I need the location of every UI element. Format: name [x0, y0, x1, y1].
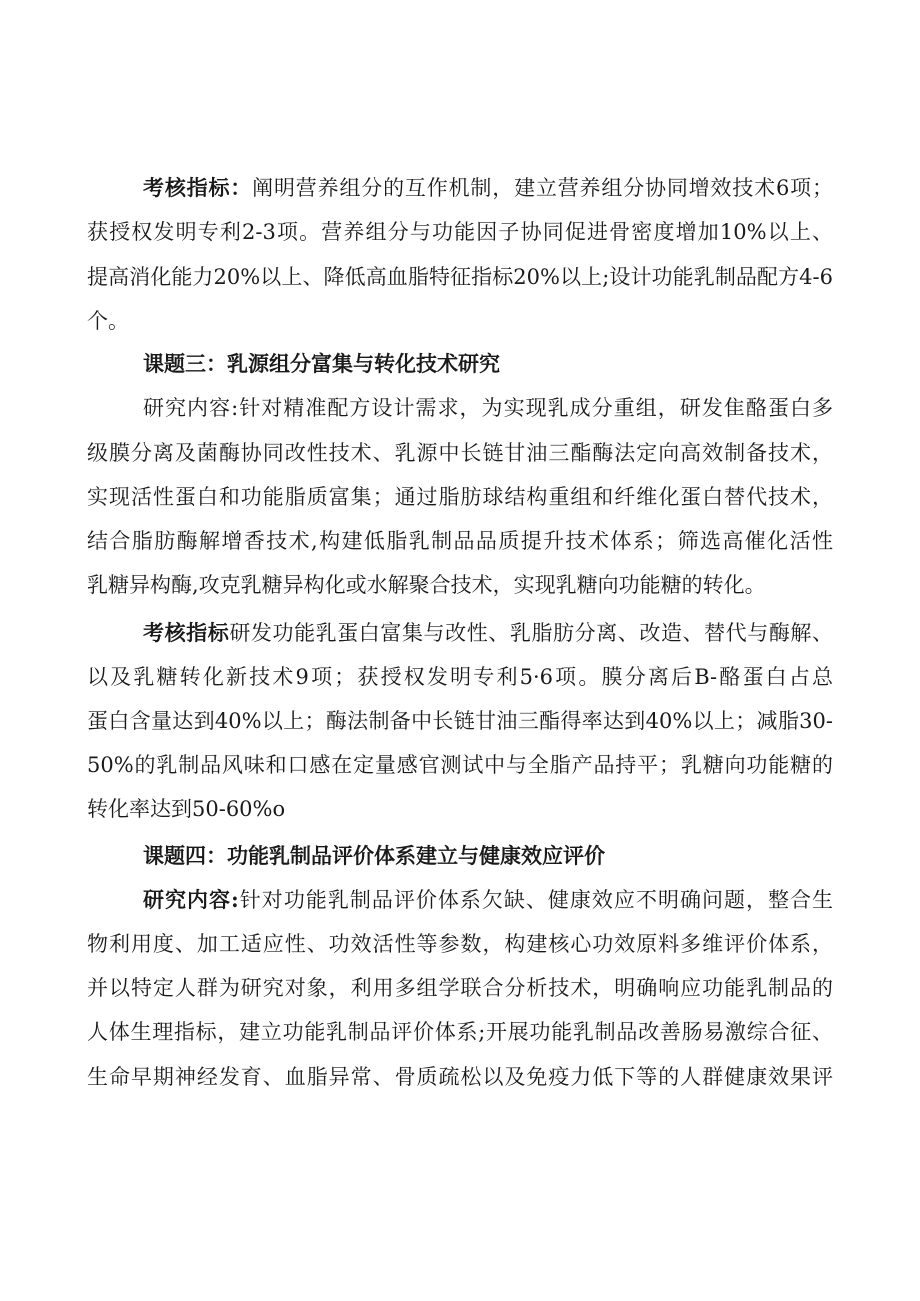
- paragraph-line: 个。: [87, 309, 129, 333]
- paragraph-line: [143, 611, 833, 655]
- paragraph-line: 蛋白含量达到40%以上；酶法制备中长链甘油三酯得率达到40%以上；减脂30-: [87, 709, 833, 733]
- paragraph-line: 物利用度、加工适应性、功效活性等参数，构建核心功效原料多维评价体系，: [87, 932, 833, 956]
- paragraph-line: 50%的乳制品风味和口感在定量感官测试中与全脂产品持平；乳糖向功能糖的: [87, 753, 833, 777]
- paragraph-line: 以及乳糖转化新技术9项；获授权发明专利5·6项。膜分离后B-酪蛋白占总: [87, 665, 833, 689]
- paragraph-line: 转化率达到50-60%o: [87, 797, 286, 821]
- paragraph-text: 针对精准配方设计需求，为实现乳成分重组，研发隹酪蛋白多: [238, 396, 834, 420]
- paragraph-line: 实现活性蛋白和功能脂质富集；通过脂肪球结构重组和纤维化蛋白替代技术，: [87, 485, 833, 509]
- paragraph-text: 阐明营养组分的互作机制，建立营养组分协同增效技术6项；: [252, 176, 834, 200]
- paragraph-text: 针对功能乳制品评价体系欠缺、健康效应不明确问题，整合生: [238, 888, 833, 912]
- paragraph-line: [143, 878, 833, 922]
- paragraph-label: 考核指标: [143, 620, 230, 645]
- paragraph-line: 级膜分离及菌酶协同改性技术、乳源中长链甘油三酯酶法定向高效制备技术，: [87, 441, 833, 465]
- paragraph-line: [143, 166, 833, 210]
- paragraph-line: 结合脂肪酶解增香技术,构建低脂乳制品品质提升技术体系；筛选高催化活性: [87, 529, 833, 553]
- paragraph-text: 研发功能乳蛋白富集与改性、乳脂肪分离、改造、替代与酶解、: [229, 621, 834, 645]
- paragraph-line: 并以特定人群为研究对象，利用多组学联合分析技术，明确响应功能乳制品的: [87, 976, 833, 1000]
- paragraph-line: 提高消化能力20%以上、降低高血脂特征指标20%以上;设计功能乳制品配方4-6: [87, 265, 833, 289]
- paragraph-line: 乳糖异构酶,攻克乳糖异构化或水解聚合技术，实现乳糖向功能糖的转化。: [87, 573, 766, 597]
- section-heading: 课题四：功能乳制品评价体系建立与健康效应评价: [143, 843, 605, 868]
- paragraph-label: 研究内容:: [143, 396, 239, 420]
- paragraph-line: [143, 386, 833, 430]
- paragraph-label: 考核指标：: [143, 175, 253, 200]
- paragraph-line: 生命早期神经发育、血脂异常、骨质疏松以及免疫力低下等的人群健康效果评: [87, 1065, 833, 1089]
- section-heading: 课题三：乳源组分富集与转化技术研究: [143, 351, 500, 376]
- paragraph-label: 研究内容:: [143, 887, 239, 912]
- paragraph-line: 人体生理指标，建立功能乳制品评价体系;开展功能乳制品改善肠易激综合征、: [87, 1020, 833, 1044]
- paragraph-line: 获授权发明专利2-3项。营养组分与功能因子协同促进骨密度增加10%以上、: [87, 220, 833, 244]
